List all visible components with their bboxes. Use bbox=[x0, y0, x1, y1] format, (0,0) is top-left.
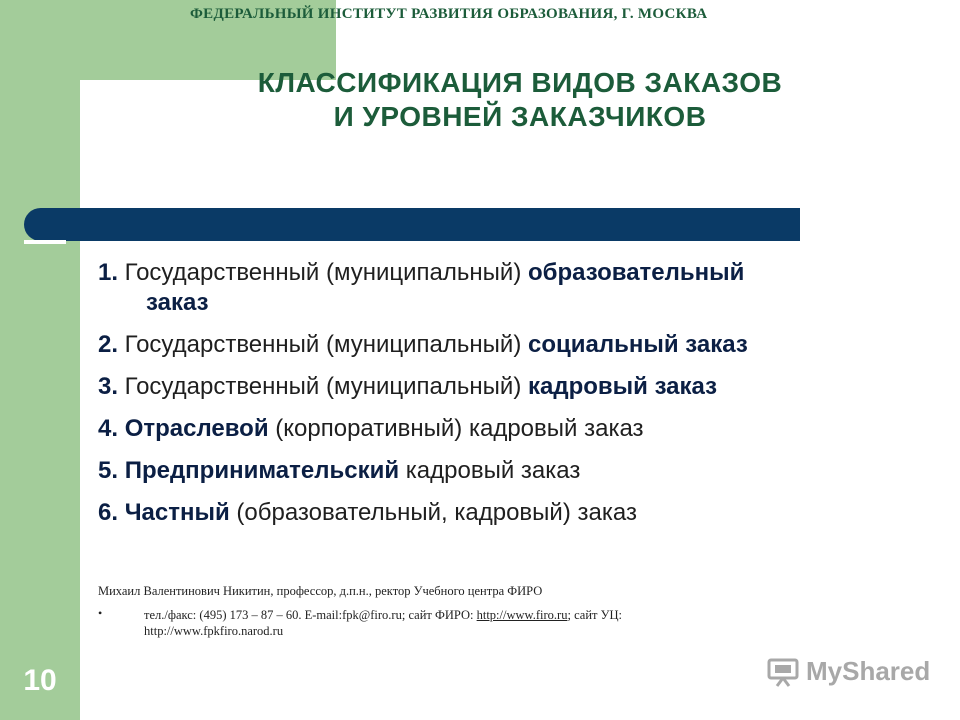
item-emphasis: социальный заказ bbox=[527, 331, 748, 358]
item-text bbox=[118, 415, 125, 442]
item-continuation bbox=[98, 288, 918, 318]
slide-title-line-2: И УРОВНЕЙ ЗАКАЗЧИКОВ bbox=[333, 101, 707, 132]
contact-phone-email: тел./факс: (495) 173 – 87 – 60. E-mail:fpk@firo.ru; сайт ФИРО: bbox=[144, 608, 477, 622]
green-side-panel bbox=[0, 0, 80, 720]
contact-info bbox=[144, 607, 784, 639]
list-item bbox=[98, 258, 918, 318]
item-emphasis: образовательный bbox=[527, 259, 745, 286]
author-line: Михаил Валентинович Никитин, профессор, д.п.н., ректор Учебного центра ФИРО bbox=[98, 584, 543, 598]
item-number: 4. bbox=[98, 415, 119, 442]
list-item bbox=[98, 498, 918, 528]
bullet-point: • bbox=[98, 606, 103, 620]
item-emphasis: кадровый заказ bbox=[527, 373, 718, 400]
item-emphasis: Частный bbox=[124, 499, 230, 526]
list-item bbox=[98, 414, 918, 444]
item-text bbox=[118, 499, 125, 526]
item-text-after: кадровый заказ bbox=[399, 457, 581, 484]
list-item bbox=[98, 330, 918, 360]
item-emphasis-continued: заказ bbox=[146, 289, 209, 316]
slide-title bbox=[140, 66, 900, 134]
item-number: 3. bbox=[98, 373, 119, 400]
list-item bbox=[98, 372, 918, 402]
divider-notch bbox=[24, 240, 66, 244]
item-text: Государственный (муниципальный) bbox=[118, 373, 528, 400]
item-text: Государственный (муниципальный) bbox=[118, 259, 528, 286]
uc-site-link[interactable]: http://www.fpkfiro.narod.ru bbox=[144, 624, 284, 638]
order-types-list bbox=[98, 258, 918, 540]
institute-header: ФЕДЕРАЛЬНЫЙ ИНСТИТУТ РАЗВИТИЯ ОБРАЗОВАНИЯ, Г. МОСКВА bbox=[190, 6, 708, 22]
list-item bbox=[98, 456, 918, 486]
item-emphasis: Предпринимательский bbox=[124, 457, 400, 484]
item-text: Государственный (муниципальный) bbox=[118, 331, 528, 358]
watermark-text: MyShared bbox=[806, 656, 931, 686]
item-number: 5. bbox=[98, 457, 119, 484]
item-number: 6. bbox=[98, 499, 119, 526]
item-number: 2. bbox=[98, 331, 119, 358]
slide-title-line-1: КЛАССИФИКАЦИЯ ВИДОВ ЗАКАЗОВ bbox=[257, 67, 783, 98]
presentation-board-icon bbox=[766, 657, 800, 687]
item-text bbox=[118, 457, 125, 484]
navy-divider-bar bbox=[24, 208, 800, 241]
item-text-after: (образовательный, кадровый) заказ bbox=[229, 499, 637, 526]
contact-uc-label: ; сайт УЦ: bbox=[567, 608, 622, 622]
item-number: 1. bbox=[98, 259, 119, 286]
slide-number: 10 bbox=[23, 664, 57, 697]
item-emphasis: Отраслевой bbox=[124, 415, 269, 442]
firo-site-link[interactable]: http://www.firo.ru bbox=[476, 608, 568, 622]
item-text-after: (корпоративный) кадровый заказ bbox=[268, 415, 644, 442]
myshared-watermark bbox=[766, 656, 930, 687]
